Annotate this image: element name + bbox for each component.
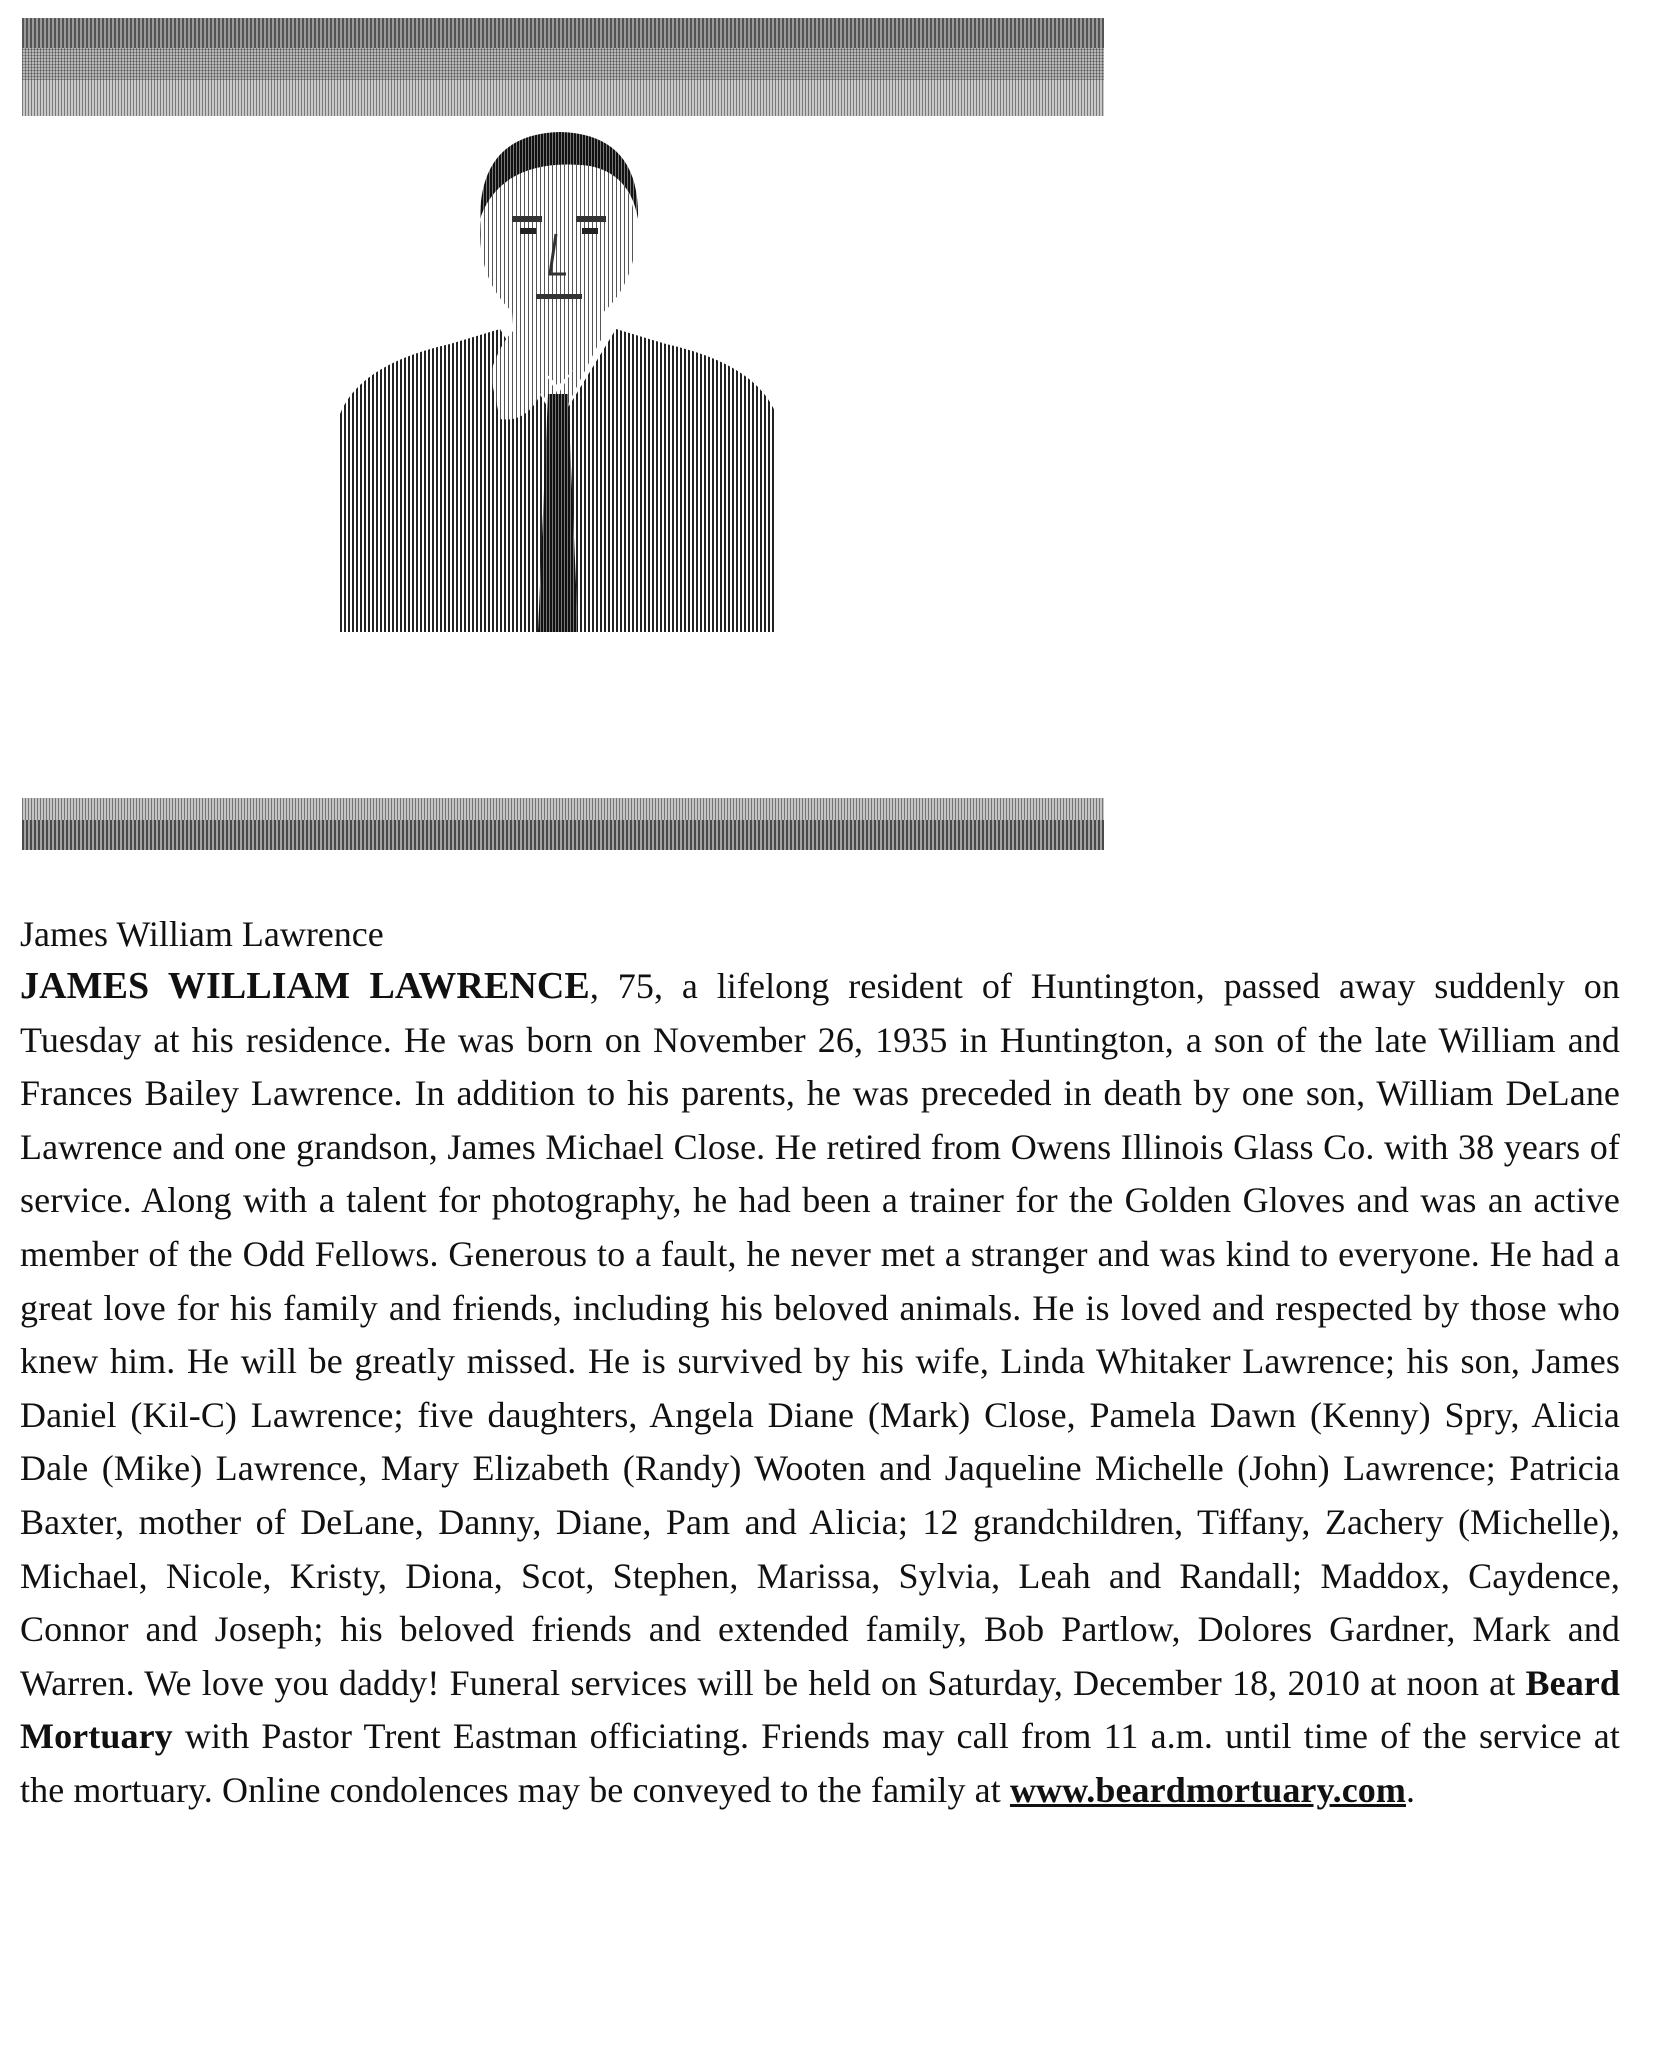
browser-toolbar-scan: [22, 18, 1104, 116]
obituary-text-1: , 75, a lifelong resident of Huntington, passed away suddenly on Tuesday at his residence. He was born on November 26, 1935 in Huntington, a son of the late William and Frances Bailey Lawrence. In addition to his parents, he was preceded in death by one son, William DeLane Lawrence and one grandson, James Michael Close. He retired from Owens Illinois Glass Co. with 38 years of service. Along with a talent for photography, he had been a trainer for the Golden Gloves and was an active member of the Odd Fellows. Generous to a fault, he never met a stranger and was kind to everyone. He had a great love for his family and friends, including his beloved animals. He is loved and respected by those who knew him. He will be greatly missed. He is survived by his wife, Linda Whitaker Lawrence; his son, James Daniel (Kil-C) Lawrence; five daughters, Angela Diane (Mark) Close, Pamela Dawn (Kenny) Spry, Alicia Dale (Mike) Lawrence, Mary Elizabeth (Randy) Wooten and Jaqueline Michelle (John) Lawrence; Patricia Baxter, mother of DeLane, Danny, Diane, Pam and Alicia; 12 grandchildren, Tiffany, Zachery (Michelle), Michael, Nicole, Kristy, Diona, Scot, Stephen, Marissa, Sylvia, Leah and Randall; Maddox, Caydence, Connor and Joseph; his beloved friends and extended family, Bob Partlow, Dolores Gardner, Mark and Warren. We love you daddy! Funeral services will be held on Saturday, December 18, 2010 at noon at: [20, 966, 1620, 1703]
obituary: [20, 908, 1620, 1818]
mortuary-website-link[interactable]: www.beardmortuary.com: [1009, 1769, 1406, 1810]
mortuary-name: Beard Mortuary: [20, 1662, 1620, 1757]
deceased-name: JAMES WILLIAM LAWRENCE: [20, 965, 590, 1007]
browser-menu-bar: [22, 80, 1104, 116]
obituary-text-2: with Pastor Trent Eastman officiating. Friends may call from 11 a.m. until time of the service at the mortuary. Online condolences may be conveyed to the family at: [20, 1716, 1620, 1810]
obituary-body: [20, 960, 1620, 1818]
browser-title-bar: [22, 18, 1104, 48]
taskbar: [22, 820, 1104, 850]
obituary-text-3: .: [1405, 1769, 1416, 1810]
browser-status-bar-scan: [22, 798, 1104, 850]
portrait-photo: [340, 124, 776, 632]
obituary-heading: James William Lawrence: [20, 914, 384, 954]
portrait-photo-graphic: [340, 124, 776, 632]
